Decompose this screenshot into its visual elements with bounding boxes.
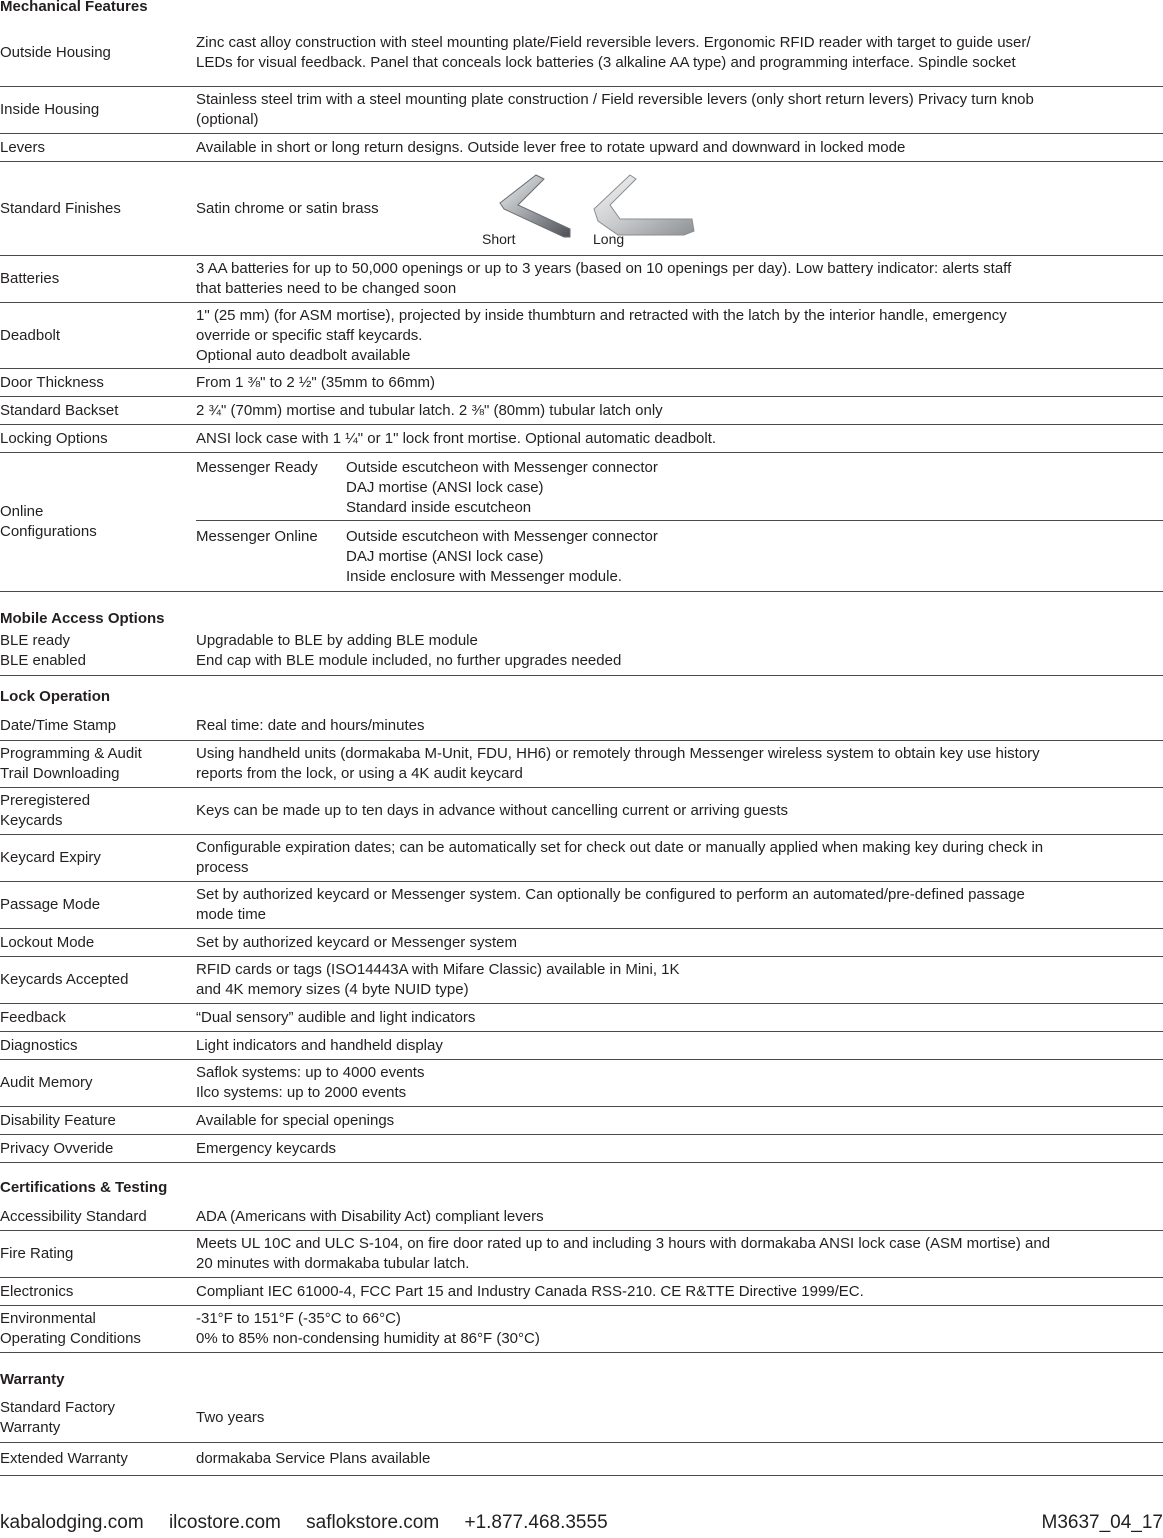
online-config-cell: [196, 453, 1163, 591]
messenger-online-label: Messenger Online: [196, 527, 346, 547]
spec-label: Batteries: [0, 269, 196, 289]
footer-link-ilcostore[interactable]: ilcostore.com: [169, 1512, 281, 1533]
spec-value: Zinc cast alloy construction with steel mounting plate/Field reversible levers. Ergonomic RFID reader with target to guide user/ LEDs for visual feedback. Panel that conceals lock batteries (3 alkaline AA type) and programming interface. Spindle socket: [196, 33, 1163, 73]
spec-row-extended-warranty: [0, 1443, 1163, 1476]
spec-row-keycard-expiry: [0, 835, 1163, 882]
spec-label: Inside Housing: [0, 100, 196, 120]
spec-label: Keycards Accepted: [0, 970, 196, 990]
spec-value: ANSI lock case with 1 ¼" or 1" lock front mortise. Optional automatic deadbolt.: [196, 429, 1163, 449]
spec-label: Passage Mode: [0, 895, 196, 915]
spec-value: Meets UL 10C and ULC S-104, on fire door rated up to and including 3 hours with dormakaba ANSI lock case (ASM mortise) and 20 minutes with dormakaba tubular latch.: [196, 1234, 1163, 1274]
spec-label: Accessibility Standard: [0, 1207, 196, 1227]
spec-row-deadbolt: [0, 303, 1163, 369]
spec-row-locking: [0, 425, 1163, 453]
spec-value: 3 AA batteries for up to 50,000 openings or up to 3 years (based on 10 openings per day). Low battery indicator: alerts staff that batteries need to be changed soon: [196, 259, 1163, 299]
section-heading-mobile: Mobile Access Options: [0, 609, 164, 629]
messenger-online-value: Outside escutcheon with Messenger connector DAJ mortise (ANSI lock case) Inside enclosure with Messenger module.: [346, 527, 1163, 587]
spec-row-preregistered: [0, 788, 1163, 835]
spec-value: Compliant IEC 61000-4, FCC Part 15 and Industry Canada RSS-210. CE R&TTE Directive 1999/EC.: [196, 1282, 1163, 1302]
spec-value: Set by authorized keycard or Messenger system: [196, 933, 1163, 953]
footer-links: [0, 1512, 1163, 1534]
spec-value: 1" (25 mm) (for ASM mortise), projected by inside thumbturn and retracted with the latch by the interior handle, emergency override or specific staff keycards. Optional auto deadbolt available: [196, 306, 1163, 366]
spec-label: Online Configurations: [0, 453, 196, 591]
messenger-ready-label: Messenger Ready: [196, 458, 346, 478]
spec-row-batteries: [0, 256, 1163, 303]
spec-label: Date/Time Stamp: [0, 716, 196, 736]
spec-label: Diagnostics: [0, 1036, 196, 1056]
spec-label: Keycard Expiry: [0, 848, 196, 868]
spec-row-privacy-override: [0, 1135, 1163, 1163]
spec-label: Audit Memory: [0, 1073, 196, 1093]
spec-row-backset: [0, 397, 1163, 425]
spec-value: Available for special openings: [196, 1111, 1163, 1131]
finishes-cell: [196, 163, 1163, 255]
spec-value: -31°F to 151°F (-35°C to 66°C) 0% to 85% non-condensing humidity at 86°F (30°C): [196, 1309, 1163, 1349]
spec-label: Outside Housing: [0, 43, 196, 63]
spec-label: Levers: [0, 138, 196, 158]
messenger-ready-row: [196, 453, 1163, 521]
spec-row-electronics: [0, 1278, 1163, 1306]
spec-value: dormakaba Service Plans available: [196, 1449, 1163, 1469]
short-lever-caption: Short: [482, 231, 515, 247]
spec-label: Privacy Ovveride: [0, 1139, 196, 1159]
spec-label: Feedback: [0, 1008, 196, 1028]
spec-row-disability: [0, 1107, 1163, 1135]
spec-value: Upgradable to BLE by adding BLE module End cap with BLE module included, no further upgrades needed: [196, 631, 1163, 671]
spec-label: Standard Factory Warranty: [0, 1398, 196, 1438]
spec-value: Light indicators and handheld display: [196, 1036, 1163, 1056]
spec-label: Disability Feature: [0, 1111, 196, 1131]
spec-label: Programming & Audit Trail Downloading: [0, 744, 196, 784]
spec-value: Saflok systems: up to 4000 events Ilco systems: up to 2000 events: [196, 1063, 1163, 1103]
spec-row-passage-mode: [0, 882, 1163, 929]
spec-label: Electronics: [0, 1282, 196, 1302]
spec-label: Environmental Operating Conditions: [0, 1309, 196, 1349]
spec-row-lockout-mode: [0, 929, 1163, 957]
messenger-ready-value: Outside escutcheon with Messenger connector DAJ mortise (ANSI lock case) Standard inside escutcheon: [346, 458, 1163, 518]
footer-phone[interactable]: +1.877.468.3555: [464, 1512, 607, 1533]
spec-label: Standard Finishes: [0, 199, 196, 219]
spec-value: Keys can be made up to ten days in advance without cancelling current or arriving guests: [196, 801, 1163, 821]
spec-label: BLE ready BLE enabled: [0, 631, 196, 671]
spec-row-keycards-accepted: [0, 957, 1163, 1004]
spec-label: Lockout Mode: [0, 933, 196, 953]
footer-link-saflokstore[interactable]: saflokstore.com: [306, 1512, 439, 1533]
spec-value: Available in short or long return designs. Outside lever free to rotate upward and downward in locked mode: [196, 138, 1163, 158]
spec-row-finishes: [0, 162, 1163, 256]
spec-label: Preregistered Keycards: [0, 791, 196, 831]
spec-label: Extended Warranty: [0, 1449, 196, 1469]
spec-value: Configurable expiration dates; can be automatically set for check out date or manually applied when making key during check in process: [196, 838, 1163, 878]
spec-row-diagnostics: [0, 1032, 1163, 1060]
section-heading-warranty: Warranty: [0, 1370, 64, 1390]
spec-row-outside-housing: [0, 20, 1163, 87]
spec-value: From 1 ⅜" to 2 ½" (35mm to 66mm): [196, 373, 1163, 393]
footer-link-kabalodging[interactable]: kabalodging.com: [0, 1512, 144, 1533]
section-heading-certifications: Certifications & Testing: [0, 1178, 167, 1198]
spec-value: Stainless steel trim with a steel mounting plate construction / Field reversible levers (only short return levers) Privacy turn knob (optional): [196, 90, 1163, 130]
spec-value: Satin chrome or satin brass: [196, 199, 379, 219]
spec-label: Standard Backset: [0, 401, 196, 421]
spec-value: Real time: date and hours/minutes: [196, 716, 1163, 736]
spec-row-audit-memory: [0, 1060, 1163, 1107]
spec-value: 2 ¾" (70mm) mortise and tubular latch. 2 ⅜" (80mm) tubular latch only: [196, 401, 1163, 421]
footer: [0, 1512, 1163, 1538]
spec-row-levers: [0, 134, 1163, 162]
spec-value: “Dual sensory” audible and light indicators: [196, 1008, 1163, 1028]
spec-value: Emergency keycards: [196, 1139, 1163, 1159]
spec-row-online-configurations: [0, 453, 1163, 592]
spec-row-fire-rating: [0, 1231, 1163, 1278]
spec-label: Fire Rating: [0, 1244, 196, 1264]
section-heading-lock-operation: Lock Operation: [0, 687, 110, 707]
section-heading-mechanical: Mechanical Features: [0, 0, 148, 17]
spec-row-datetime: [0, 712, 1163, 741]
spec-label: Locking Options: [0, 429, 196, 449]
spec-row-programming: [0, 741, 1163, 788]
spec-row-standard-warranty: [0, 1394, 1163, 1443]
spec-row-feedback: [0, 1004, 1163, 1032]
spec-row-inside-housing: [0, 87, 1163, 134]
spec-value: ADA (Americans with Disability Act) compliant levers: [196, 1207, 1163, 1227]
document-code: M3637_04_17: [1042, 1512, 1163, 1534]
spec-row-mobile-access: [0, 631, 1163, 676]
spec-value: Two years: [196, 1408, 1163, 1428]
spec-label: Door Thickness: [0, 373, 196, 393]
spec-row-environmental: [0, 1306, 1163, 1353]
spec-row-accessibility: [0, 1203, 1163, 1231]
long-lever-caption: Long: [593, 231, 624, 247]
spec-label: Deadbolt: [0, 326, 196, 346]
spec-value: RFID cards or tags (ISO14443A with Mifare Classic) available in Mini, 1K and 4K memory sizes (4 byte NUID type): [196, 960, 1163, 1000]
messenger-online-row: [196, 521, 1163, 591]
spec-row-door-thickness: [0, 369, 1163, 397]
spec-value: Set by authorized keycard or Messenger system. Can optionally be configured to perform an automated/pre-defined passage mode time: [196, 885, 1163, 925]
spec-value: Using handheld units (dormakaba M-Unit, FDU, HH6) or remotely through Messenger wireless system to obtain key use history reports from the lock, or using a 4K audit keycard: [196, 744, 1163, 784]
